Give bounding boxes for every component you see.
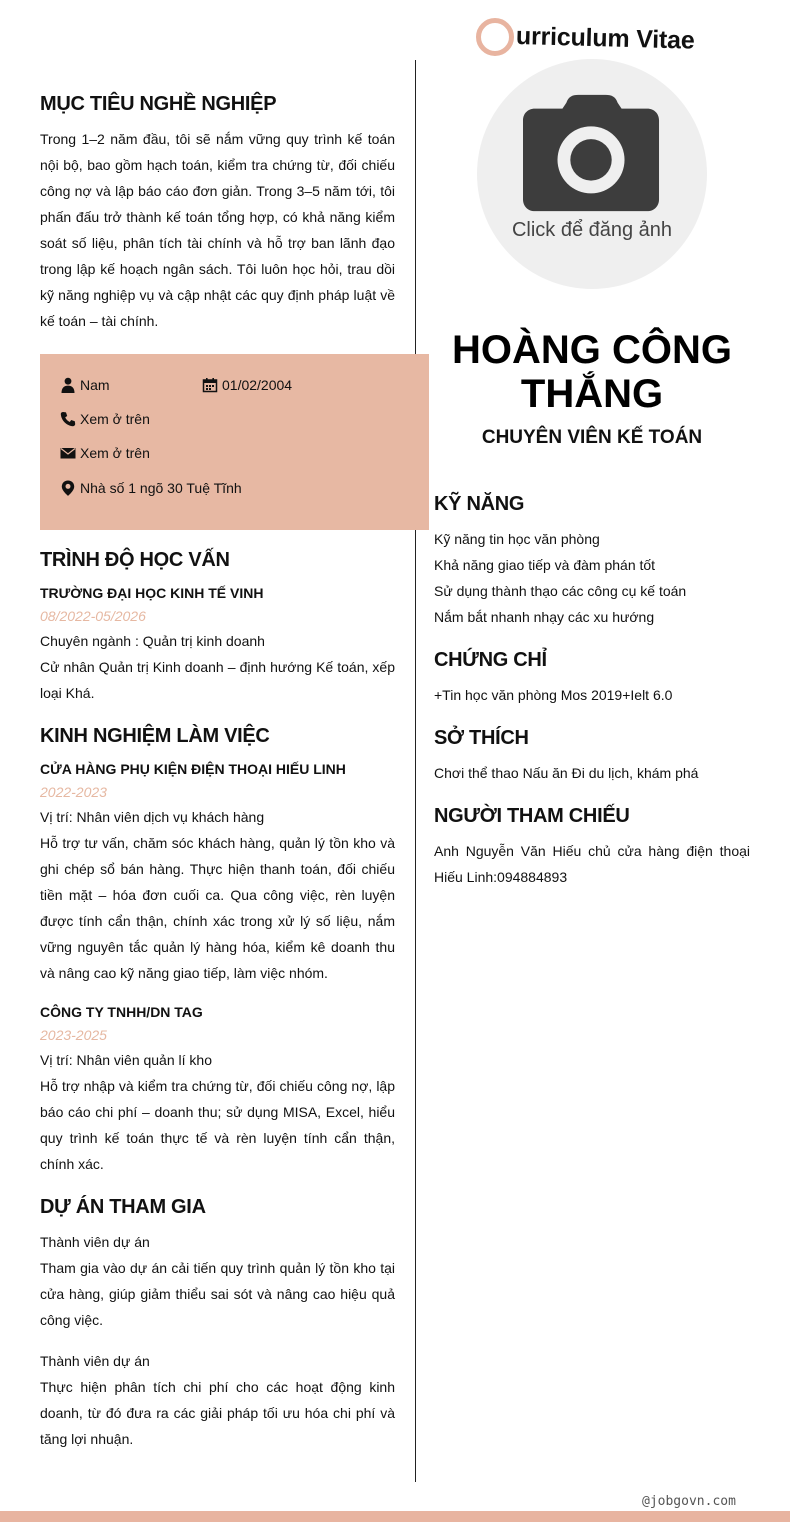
job-desc: Hỗ trợ nhập và kiểm tra chứng từ, đối chiếu công nợ, lập báo cáo chi phí – doanh thu; sử dụng MISA, Excel, hiểu quy trình kế toán thực tế và rèn luyện tính cẩn thận, chính xác.: [40, 1078, 395, 1172]
birthday-value: 01/02/2004: [222, 377, 293, 393]
gender-value: Nam: [80, 377, 110, 393]
skill-item: Sử dụng thành thạo các công cụ kế toán: [434, 583, 687, 599]
skill-item: Nắm bắt nhanh nhạy các xu hướng: [434, 609, 655, 625]
project-role: Thành viên dự án: [40, 1234, 150, 1250]
email-item: [60, 445, 150, 461]
logo-text: urriculum Vitae: [515, 22, 695, 55]
objective-text: Trong 1–2 năm đầu, tôi sẽ nắm vững quy trình kế toán nội bộ, bao gồm hạch toán, kiểm tra chứng từ, đối chiếu công nợ và lập báo cáo đơn giản. Trong 3–5 năm tới, tôi phấn đấu trở thành kế toán tổng hợp, có khả năng kiểm soát số liệu, phân tích tài chính và hỗ trợ ban lãnh đạo trong lập kế hoạch ngân sách. Tôi luôn học hỏi, trau dồi kỹ năng nghiệp vụ và cập nhật các quy định pháp luật về kế toán – tài chính.: [40, 131, 395, 329]
contact-panel: [40, 354, 429, 530]
projects-title: DỰ ÁN THAM GIA: [40, 1196, 206, 1218]
skills-title: KỸ NĂNG: [434, 493, 525, 515]
footer-bar: [0, 1511, 790, 1522]
address-value: Nhà số 1 ngõ 30 Tuệ Tĩnh: [80, 480, 242, 496]
person-icon: [60, 377, 76, 393]
education-date: 08/2022-05/2026: [40, 608, 146, 624]
hobbies-text: Chơi thể thao Nấu ăn Đi du lịch, khám phá: [434, 765, 699, 781]
project-desc: Thực hiện phân tích chi phí cho các hoạt động kinh doanh, từ đó đưa ra các giải pháp tối ưu hóa chi phí và tăng lợi nhuận.: [40, 1379, 395, 1447]
phone-value: Xem ở trên: [80, 411, 150, 427]
project-role: Thành viên dự án: [40, 1353, 150, 1369]
skill-item: Kỹ năng tin học văn phòng: [434, 531, 600, 547]
camera-icon: [523, 91, 661, 213]
hobbies-title: SỞ THÍCH: [434, 727, 529, 749]
watermark: @jobgovn.com: [642, 1494, 736, 1509]
cv-logo: [476, 18, 716, 58]
calendar-icon: [202, 377, 218, 393]
email-value: Xem ở trên: [80, 445, 150, 461]
references-title: NGƯỜI THAM CHIẾU: [434, 805, 630, 827]
photo-upload-label: Click để đăng ảnh: [511, 219, 673, 241]
job-position: Vị trí: Nhân viên quản lí kho: [40, 1052, 212, 1068]
certificates-text: +Tin học văn phòng Mos 2019+Ielt 6.0: [434, 687, 673, 703]
skill-item: Khả năng giao tiếp và đàm phán tốt: [434, 557, 656, 573]
references-text: Anh Nguyễn Văn Hiếu chủ cửa hàng điện thoại Hiếu Linh:094884893: [434, 843, 750, 885]
mail-icon: [60, 445, 76, 461]
column-divider: [415, 60, 416, 1482]
experience-title: KINH NGHIỆM LÀM VIỆC: [40, 725, 270, 747]
project-desc: Tham gia vào dự án cải tiến quy trình quản lý tồn kho tại cửa hàng, giúp giảm thiểu sai sót và nâng cao hiệu quả công việc.: [40, 1260, 395, 1328]
birthday-item: [202, 377, 292, 393]
candidate-role: CHUYÊN VIÊN KẾ TOÁN: [481, 427, 703, 448]
education-major: Chuyên ngành : Quản trị kinh doanh: [40, 633, 265, 649]
photo-upload[interactable]: [477, 59, 707, 289]
candidate-name: HOÀNG CÔNG THẮNG: [452, 328, 732, 416]
education-title: TRÌNH ĐỘ HỌC VẤN: [40, 549, 230, 571]
phone-item: [60, 411, 150, 427]
job-date: 2023-2025: [40, 1027, 107, 1043]
location-pin-icon: [60, 478, 76, 498]
job-position: Vị trí: Nhân viên dịch vụ khách hàng: [40, 809, 265, 825]
phone-icon: [60, 411, 76, 427]
address-item: [60, 478, 242, 498]
job-desc: Hỗ trợ tư vấn, chăm sóc khách hàng, quản lý tồn kho và ghi chép sổ bán hàng. Thực hiện thanh toán, đối chiếu tiền mặt – hóa đơn cuối ca. Qua công việc, rèn luyện được tính cẩn thận, chính xác trong xử lý số liệu, nắm vững nguyên tắc quản lý hàng hóa, kiểm kê doanh thu và nâng cao kỹ năng giao tiếp, làm việc nhóm.: [40, 835, 395, 981]
gender-item: [60, 377, 110, 393]
job-date: 2022-2023: [40, 784, 107, 800]
certificates-title: CHỨNG CHỈ: [434, 649, 547, 671]
objective-title: MỤC TIÊU NGHỀ NGHIỆP: [40, 93, 277, 115]
job-company: CÔNG TY TNHH/DN TAG: [40, 1004, 203, 1020]
job-company: CỬA HÀNG PHỤ KIỆN ĐIỆN THOẠI HIẾU LINH: [40, 761, 346, 777]
education-desc: Cử nhân Quản trị Kinh doanh – định hướng Kế toán, xếp loại Khá.: [40, 659, 395, 701]
logo-letter: C: [485, 19, 507, 52]
education-school: TRƯỜNG ĐẠI HỌC KINH TẾ VINH: [40, 585, 264, 601]
